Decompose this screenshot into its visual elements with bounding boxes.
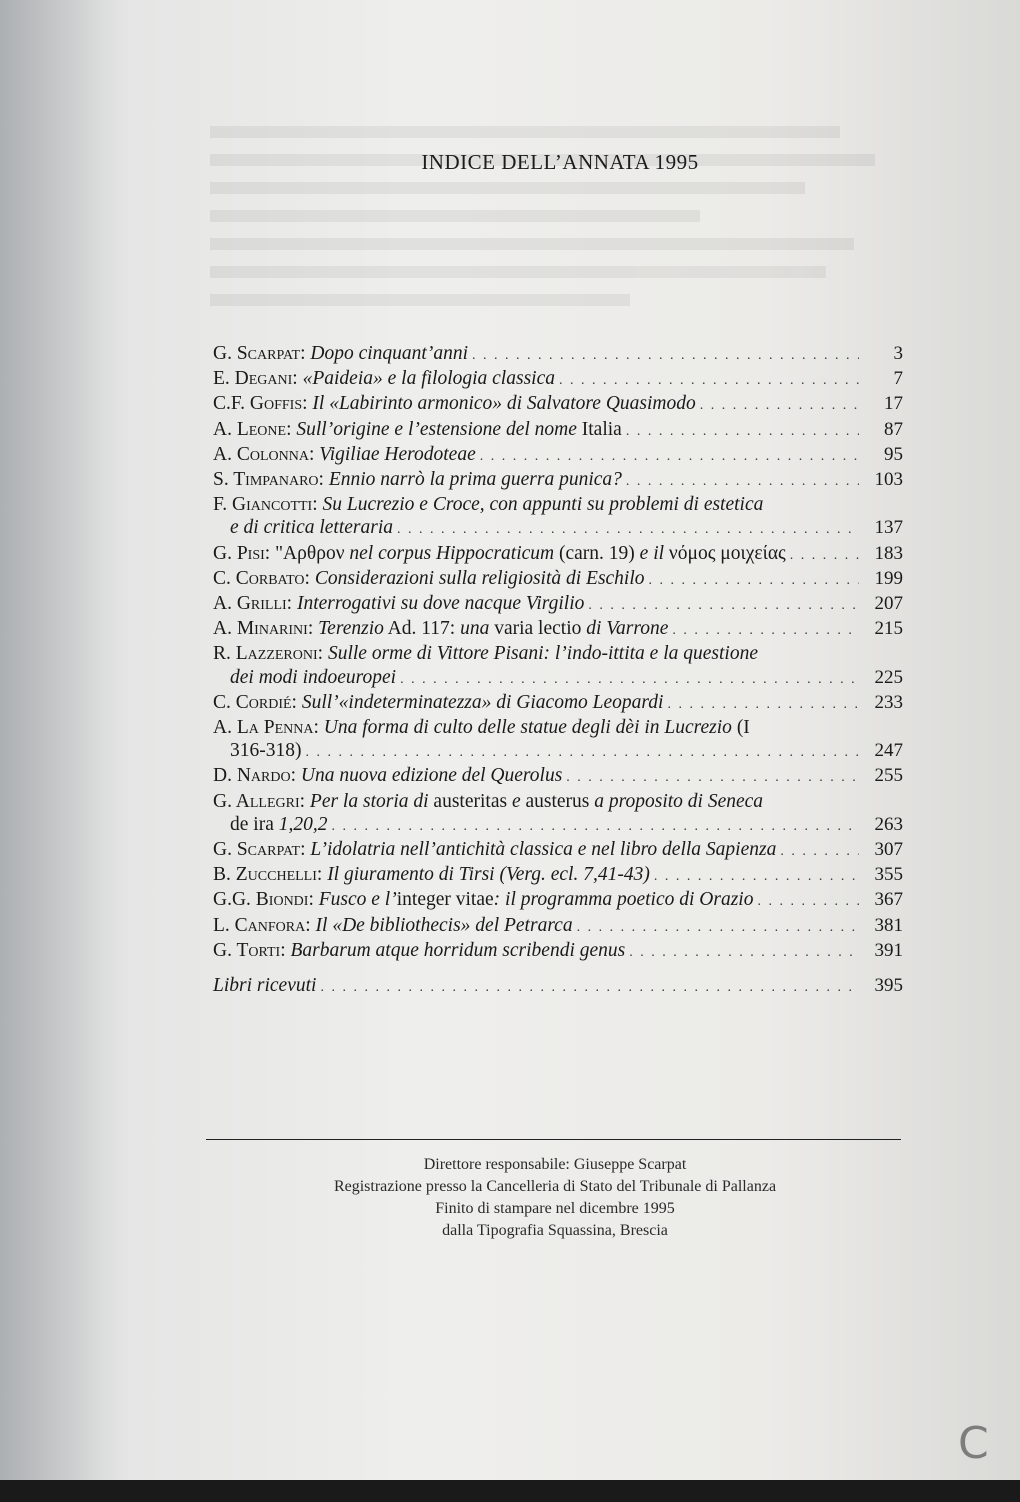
page-number: 137 [874, 517, 903, 539]
author-name: A. Minarini: [213, 618, 314, 640]
toc-entry-line [213, 838, 903, 863]
entry-title-part: varia lectio [489, 618, 587, 640]
toc-entry-text [213, 791, 763, 812]
page-number: 355 [874, 864, 903, 886]
toc-entry [213, 617, 903, 642]
leader-dots [306, 741, 860, 764]
entry-title-part: "Αρθρον [270, 542, 345, 564]
toc-entry-continuation [213, 739, 903, 764]
toc-entry-text [213, 863, 650, 886]
toc-entry-text [213, 392, 696, 415]
leader-dots [790, 544, 859, 567]
leader-dots [397, 518, 859, 541]
toc-entry-text [213, 542, 786, 565]
author-name: A. Colonna: [213, 443, 315, 465]
author-name: C.F. Goffis: [213, 393, 308, 415]
entry-title-part: (carn. 19) [554, 542, 640, 564]
entry-title-part: una [460, 618, 490, 640]
entry-title-part: corpus Hippocraticum [378, 542, 555, 564]
toc-entry-text [213, 691, 663, 714]
author-name: R. Lazzeroni: [213, 643, 324, 665]
entry-title-part: dei modi indoeuropei [230, 666, 397, 688]
entry-title-part: austeritas [428, 790, 512, 812]
toc-entry-text [213, 939, 625, 962]
entry-title-part: e di critica letteraria [230, 517, 394, 539]
entry-title-part: Fusco e l’ [313, 889, 397, 911]
toc-entry-text [213, 617, 668, 640]
page-number: 233 [874, 691, 903, 713]
leader-dots [654, 865, 859, 888]
toc-entry-line [213, 790, 903, 813]
toc-entry-continuation [213, 813, 903, 838]
leader-dots [626, 420, 859, 443]
page-number: 367 [874, 889, 903, 911]
table-of-contents [213, 342, 903, 999]
toc-entry-line [213, 493, 903, 516]
toc-entry [213, 342, 903, 367]
page-number: 3 [893, 343, 903, 364]
toc-entry-line [213, 392, 903, 417]
leader-dots [588, 594, 859, 617]
page-number: 207 [874, 593, 903, 615]
author-name: G. Allegri: [213, 790, 306, 812]
toc-entry-text [213, 838, 776, 861]
books-received-entry [213, 974, 903, 999]
toc-entry [213, 567, 903, 592]
author-name: F. Giancotti: [213, 494, 318, 516]
page-number: 215 [874, 618, 903, 640]
entry-title-part: de ira [230, 813, 279, 835]
leader-dots [566, 766, 859, 789]
page-number: 183 [874, 542, 903, 564]
page-number: 307 [874, 839, 903, 861]
entry-title-part: 1,20,2 [278, 813, 328, 835]
toc-entry-line [213, 642, 903, 665]
toc-entry-text [230, 516, 393, 539]
author-name: G. Pisi: [213, 542, 271, 564]
toc-entry-line [213, 939, 903, 964]
author-name: S. Timpanaro: [213, 469, 324, 491]
entry-title-part: Ennio narrò la prima guerra punica? [323, 469, 622, 491]
toc-entry-line [213, 367, 903, 392]
page-number: 391 [874, 939, 903, 961]
toc-entry [213, 367, 903, 392]
toc-entry-line [213, 443, 903, 468]
leader-dots [757, 890, 859, 913]
toc-entry-line [213, 592, 903, 617]
page-number: 225 [874, 666, 903, 688]
colophon-line: Registrazione presso la Cancelleria di Stato del Tribunale di Pallanza [333, 1178, 777, 1195]
entry-title-part: di Varrone [586, 618, 669, 640]
toc-entry [213, 863, 903, 888]
leader-dots [700, 394, 859, 417]
leader-dots [667, 693, 859, 716]
page-number: 395 [874, 975, 903, 997]
leader-dots [480, 445, 859, 468]
entry-title-part: Il giuramento di Tirsi (Verg. ecl. 7,41-43) [322, 864, 650, 886]
entry-title-part: Per la storia di [305, 790, 429, 812]
toc-entry-text [230, 739, 302, 762]
page-number: 103 [874, 469, 903, 491]
author-name: D. Nardo: [213, 765, 297, 787]
leader-dots [400, 668, 859, 691]
toc-entry-line [213, 342, 903, 367]
toc-entry-line [213, 716, 903, 739]
author-name: G. Scarpat: [213, 343, 306, 364]
entry-title-part: : il programma poetico di Orazio [493, 889, 754, 911]
entry-title-part: Considerazioni sulla religiosità di Eschilo [309, 567, 645, 589]
page-number: 199 [874, 567, 903, 589]
entry-title-part: Vigiliae Herodoteae [314, 443, 476, 465]
toc-entry-line [213, 418, 903, 443]
entry-title-part: Una forma di culto delle statue degli dèi in Lucrezio [318, 717, 732, 739]
entry-title-part: L’idolatria nell’antichità classica e nel libro della Sapienza [305, 839, 777, 861]
entry-title-part: Terenzio [313, 618, 384, 640]
author-name: A. Leone: [213, 418, 292, 440]
toc-entry-text [213, 468, 622, 491]
entry-title-part: Sull’origine e l’estensione del nome [291, 418, 577, 440]
toc-entry-text [213, 764, 562, 787]
page-number: 95 [884, 443, 903, 465]
page-number: 381 [874, 914, 903, 936]
toc-entry [213, 418, 903, 443]
corner-pencil-mark: C [958, 1418, 989, 1469]
toc-entry [213, 392, 903, 417]
toc-entry [213, 443, 903, 468]
toc-entry [213, 642, 903, 690]
leader-dots [320, 976, 859, 999]
colophon [220, 1154, 890, 1242]
toc-entry [213, 790, 903, 838]
entry-title-part: Sull’«indeterminatezza» di Giacomo Leopardi [296, 691, 664, 713]
author-name: A. La Penna: [213, 717, 319, 739]
toc-entry-text [213, 567, 645, 590]
leader-dots [577, 916, 859, 939]
toc-entry [213, 542, 903, 567]
entry-title-part: Il «De bibliothecis» del Petrarca [310, 914, 573, 936]
toc-entry-line [213, 863, 903, 888]
leader-dots [559, 369, 859, 392]
toc-entry [213, 939, 903, 964]
toc-entry-text [213, 914, 573, 937]
leader-dots [331, 815, 859, 838]
toc-entry [213, 764, 903, 789]
page-number: 263 [874, 813, 903, 835]
toc-entry-text [213, 717, 750, 738]
toc-entry-line [213, 888, 903, 913]
entry-title-part: Ad. 117: [383, 618, 461, 640]
entry-title-part: Dopo cinquant’anni [305, 343, 468, 364]
entry-title-part: Barbarum atque horridum scribendi genus [285, 939, 626, 961]
entry-title-part: integer vitae [396, 889, 494, 911]
author-name: G. Scarpat: [213, 839, 306, 861]
author-name: G. Torti: [213, 939, 286, 961]
page-number: 17 [884, 393, 903, 415]
author-name: G.G. Biondi: [213, 889, 314, 911]
toc-entry-text [230, 666, 396, 689]
books-received-label: Libri ricevuti [213, 975, 317, 997]
toc-entry-line [213, 468, 903, 493]
entry-title-part: νόμος μοιχείας [668, 542, 786, 564]
entry-title-part: Interrogativi su dove nacque Virgilio [292, 593, 585, 615]
toc-entry-line [213, 691, 903, 716]
entry-title-part: nel [344, 542, 379, 564]
spacer [213, 964, 903, 974]
toc-entry-text [213, 367, 555, 390]
toc-entry-line [213, 617, 903, 642]
toc-entry-text [213, 592, 584, 615]
author-name: L. Canfora: [213, 914, 311, 936]
colophon-line: dalla Tipografia Squassina, Brescia [442, 1222, 668, 1239]
colophon-line: Direttore responsabile: Giuseppe Scarpat [423, 1156, 687, 1173]
toc-entry-text [213, 342, 468, 365]
toc-entry [213, 716, 903, 764]
author-name: C. Corbato: [213, 567, 310, 589]
author-name: B. Zucchelli: [213, 864, 323, 886]
toc-entry [213, 914, 903, 939]
entry-title-part: 316-318) [230, 740, 302, 762]
leader-dots [672, 619, 859, 642]
leader-dots [780, 840, 859, 863]
author-name: E. Degani: [213, 368, 298, 390]
toc-entry-text [213, 643, 758, 664]
leader-dots [629, 941, 859, 964]
page-number: 7 [893, 368, 903, 390]
entry-title-part: austerus [520, 790, 595, 812]
entry-title-part: «Paideia» e la filologia classica [297, 368, 555, 390]
entry-title-part: e [511, 790, 521, 812]
toc-entry-text [213, 418, 622, 441]
entry-title-part: Il «Labirinto armonico» di Salvatore Quasimodo [307, 393, 696, 415]
page-number: 247 [874, 740, 903, 762]
toc-entry-line [213, 764, 903, 789]
page-title: INDICE DELL’ANNATA 1995 [421, 150, 699, 174]
toc-entry-line [213, 567, 903, 592]
toc-entry-line [213, 542, 903, 567]
entry-title-part: (I [731, 717, 750, 739]
colophon-line: Finito di stampare nel dicembre 1995 [435, 1200, 675, 1217]
leader-dots [472, 344, 859, 367]
toc-entry-text [230, 813, 327, 836]
toc-entry-continuation [213, 666, 903, 691]
entry-title-part: Su Lucrezio e Croce, con appunti su problemi di estetica [317, 494, 764, 516]
toc-entry-text [213, 443, 476, 466]
entry-title-part: e il [639, 542, 669, 564]
toc-entry-text [213, 494, 763, 515]
toc-entry [213, 888, 903, 913]
entry-title-part: a proposito di Seneca [594, 790, 764, 812]
toc-entry [213, 838, 903, 863]
page-number: 87 [884, 418, 903, 440]
toc-entry-continuation [213, 516, 903, 541]
entry-title-part: Una nuova edizione del Querolus [296, 765, 563, 787]
author-name: A. Grilli: [213, 593, 293, 615]
page-number: 255 [874, 765, 903, 787]
entry-title-part: Italia [576, 418, 622, 440]
toc-entry-line [213, 914, 903, 939]
toc-entry-text [213, 888, 753, 911]
toc-entry [213, 592, 903, 617]
leader-dots [626, 470, 859, 493]
toc-entry [213, 691, 903, 716]
leader-dots [649, 569, 859, 592]
entry-title-part: Sulle orme di Vittore Pisani: l’indo-ittita e la questione [323, 643, 758, 665]
toc-entry [213, 493, 903, 541]
toc-entry [213, 468, 903, 493]
divider-rule [206, 1139, 901, 1140]
author-name: C. Cordié: [213, 691, 297, 713]
